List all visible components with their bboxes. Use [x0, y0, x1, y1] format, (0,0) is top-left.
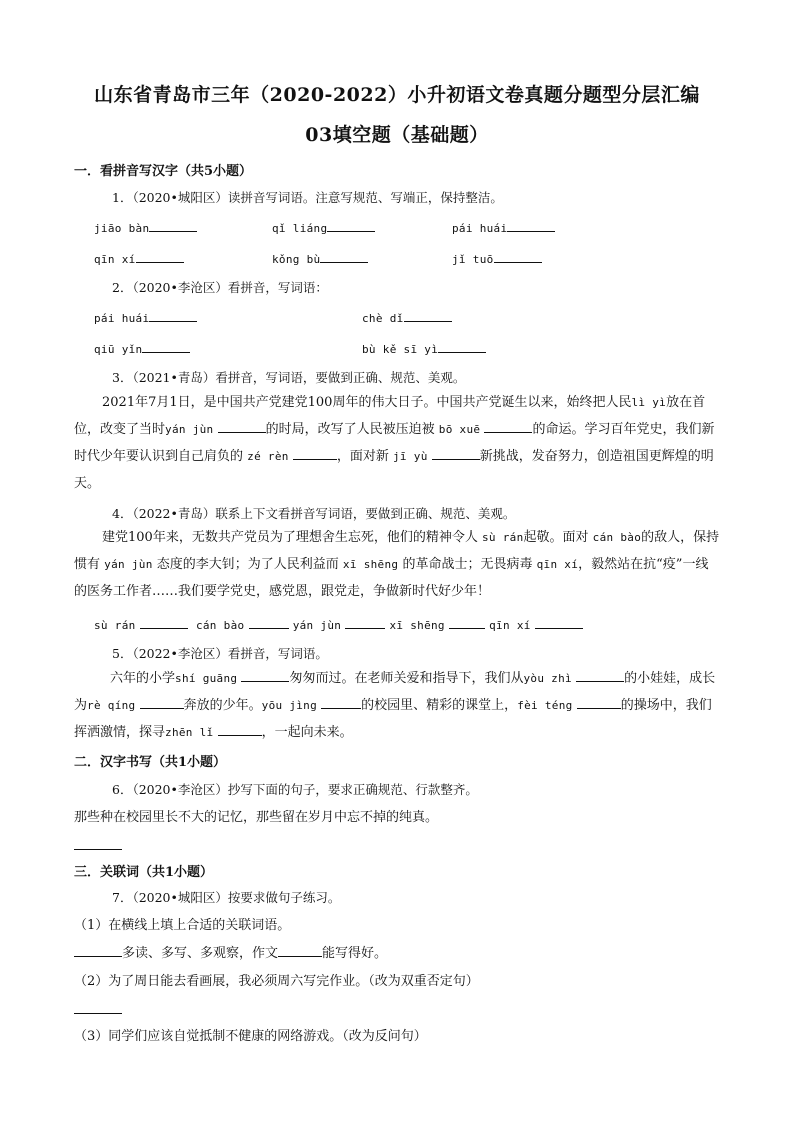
question-5-passage: 六年的小学shí guāng 匆匆而过。在老师关爱和指导下，我们从yòu zhì 的小娃娃，成长为rè qíng 奔放的少年。yōu jìng 的校园里、精彩的课堂上，fèi téng 的操场中，我们挥洒激情，探寻zhēn lǐ ，一起向未来。 — [74, 671, 716, 740]
answer-blank[interactable] — [438, 340, 486, 353]
answer-blank[interactable] — [321, 696, 361, 709]
question-3-stem: 3．（2021•青岛）看拼音，写词语，要做到正确、规范、美观。 — [112, 370, 466, 385]
answer-blank[interactable] — [535, 616, 583, 629]
answer-blank[interactable] — [149, 219, 197, 232]
answer-blank[interactable] — [140, 616, 188, 629]
q4-answer-row: sù rán cán bào yán jùn xī shēng qīn xí — [94, 616, 583, 633]
answer-blank[interactable] — [142, 340, 190, 353]
section-heading-1: 一．看拼音写汉字（共5小题） — [74, 164, 253, 179]
q7-subquestion-2: （2）为了周日能去看画展，我必须周六写完作业。（改为双重否定句） — [74, 974, 479, 989]
q1-item: qīn xí — [94, 250, 184, 267]
answer-blank[interactable] — [345, 616, 385, 629]
answer-blank[interactable] — [140, 696, 184, 709]
section-heading-2: 二．汉字书写（共1小题） — [74, 755, 227, 770]
answer-blank[interactable] — [484, 420, 532, 433]
answer-blank[interactable] — [320, 250, 368, 263]
q1-item: pái huái — [452, 219, 555, 236]
answer-blank[interactable] — [278, 944, 322, 957]
section-heading-3: 三．关联词（共1小题） — [74, 865, 214, 880]
question-7-stem: 7．（2020•城阳区）按要求做句子练习。 — [112, 890, 341, 905]
answer-blank[interactable] — [494, 250, 542, 263]
answer-blank[interactable] — [404, 309, 452, 322]
q2-item: pái huái — [94, 309, 197, 326]
q2-item: bù kě sī yì — [362, 340, 486, 357]
answer-blank[interactable] — [577, 696, 621, 709]
answer-blank[interactable] — [136, 250, 184, 263]
question-4-passage: 建党100年来，无数共产党员为了理想舍生忘死，他们的精神令人 sù rán起敬。面对 cán bào的敌人，保持惯有 yán jùn 态度的李大钊；为了人民利益而 xī shēng 的革命战士；无畏病毒 qīn xí，毅然站在抗“疫”一线的医务工作者……我们要学党史，感党恩，跟党走，争做新时代好少年！ — [74, 530, 720, 599]
q7-subquestion-3: （3）同学们应该自觉抵制不健康的网络游戏。（改为反问句） — [74, 1029, 427, 1044]
answer-blank[interactable] — [149, 309, 197, 322]
q1-item: jiāo bàn — [94, 219, 197, 236]
answer-blank[interactable] — [327, 219, 375, 232]
answer-blank[interactable] — [241, 669, 289, 682]
q1-item: qǐ liáng — [272, 219, 375, 236]
question-3-passage: 2021年7月1日，是中国共产党建党100周年的伟大日子。中国共产党诞生以来，始终把人民lì yì放在首位，改变了当时yán jùn 的时局，改写了人民被压迫被 bō xuē 的命运。学习百年党史，我们新时代少年要认识到自己肩负的 zé rèn ，面对新 jī yù 新挑战，发奋努力，创造祖国更辉煌的明天。 — [74, 395, 715, 491]
q1-item: kǒng bù — [272, 250, 368, 267]
document-title: 山东省青岛市三年（2020-2022）小升初语文卷真题分题型分层汇编 — [94, 84, 700, 106]
question-5-stem: 5．（2022•李沧区）看拼音，写词语。 — [112, 646, 328, 661]
answer-blank[interactable] — [74, 944, 122, 957]
question-2-stem: 2．（2020•李沧区）看拼音，写词语： — [112, 280, 328, 295]
question-6-stem: 6．（2020•李沧区）抄写下面的句子，要求正确规范、行款整齐。 — [112, 782, 478, 797]
answer-blank[interactable] — [249, 616, 289, 629]
q1-item: jǐ tuō — [452, 250, 542, 267]
answer-line[interactable] — [74, 1012, 122, 1014]
answer-blank[interactable] — [576, 669, 624, 682]
answer-blank[interactable] — [507, 219, 555, 232]
document-subtitle: 03填空题（基础题） — [305, 124, 489, 146]
answer-blank[interactable] — [218, 420, 266, 433]
answer-line[interactable] — [74, 848, 122, 850]
answer-blank[interactable] — [432, 447, 480, 460]
answer-blank[interactable] — [293, 447, 337, 460]
question-4-stem: 4．（2022•青岛）联系上下文看拼音写词语，要做到正确、规范、美观。 — [112, 506, 516, 521]
q7-subquestion-1: （1）在横线上填上合适的关联词语。 — [74, 918, 291, 933]
q7-subquestion-1-line: 多读、多写、多观察，作文 能写得好。 — [74, 942, 387, 961]
answer-blank[interactable] — [218, 723, 262, 736]
q2-item: qiū yǐn — [94, 340, 190, 357]
question-6-sentence: 那些种在校园里长不大的记忆，那些留在岁月中忘不掉的纯真。 — [74, 810, 439, 825]
answer-blank[interactable] — [449, 616, 485, 629]
question-1-stem: 1．（2020•城阳区）读拼音写词语。注意写规范、写端正，保持整洁。 — [112, 190, 503, 205]
q2-item: chè dǐ — [362, 309, 452, 326]
